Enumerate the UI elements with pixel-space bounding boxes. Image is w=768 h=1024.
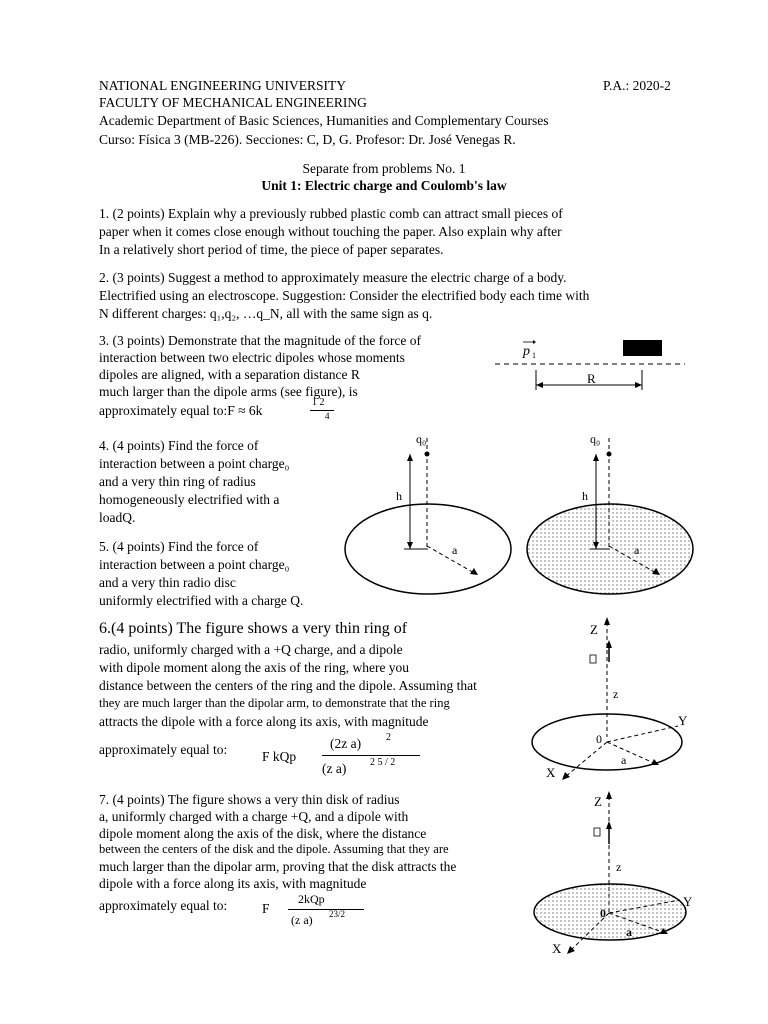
arrowhead-icon (606, 821, 612, 829)
problem-5-line: 5. (4 points) Find the force of (99, 539, 259, 554)
problem-3-formula-numerator: 1 2 (312, 397, 325, 408)
problem-6-line: 6.(4 points) The figure shows a very thin ring of (99, 620, 408, 637)
problem-3-formula-denominator: 4 (325, 411, 330, 421)
point-charge-label: q₀ (416, 432, 427, 446)
problem-6-numerator-exponent: 2 (386, 732, 391, 743)
problem-6-line: they are much larger than the dipolar arm, to demonstrate that the ring (99, 696, 450, 710)
distance-label: R (587, 371, 596, 386)
problem-2-line: Electrified using an electroscope. Suggestion: Consider the electrified body each time with (99, 288, 590, 303)
arrowhead-up-icon (407, 454, 413, 461)
problem-4-line: interaction between a point charge₀ (99, 456, 290, 471)
problem-3-line: 3. (3 points) Demonstrate that the magnitude of the force of (99, 333, 422, 348)
problem-7-denominator-exponent: 23/2 (329, 909, 346, 919)
dipole-2-block (623, 340, 662, 356)
problem-7-line: dipole moment along the axis of the disk, where the distance (99, 826, 427, 841)
problem-6-formula-numerator: (2z a) (330, 736, 362, 751)
ring-dipole-figure (520, 612, 700, 787)
height-label: h (582, 489, 588, 503)
z-axis-label: Z (594, 794, 602, 809)
dipole-1-subscript: 1 (532, 351, 536, 360)
problem-3-line: dipoles are aligned, with a separation distance R (99, 367, 360, 382)
origin-label: 0 (600, 906, 606, 920)
handout-subtitle: Separate from problems No. 1 (302, 161, 466, 176)
department-name: Academic Department of Basic Sciences, Humanities and Complementary Courses (99, 113, 549, 128)
y-axis-label: Y (678, 713, 688, 728)
problem-4-line: 4. (4 points) Find the force of (99, 438, 259, 453)
faculty-name: FACULTY OF MECHANICAL ENGINEERING (99, 95, 367, 110)
radius-label: a (626, 925, 632, 939)
problem-3-formula-text: approximately equal to:F ≈ 6k (99, 403, 263, 418)
point-charge-icon (425, 452, 430, 457)
vector-arrowhead-icon (533, 340, 536, 344)
z-distance-label: z (616, 860, 622, 874)
arrowhead-right-icon (635, 382, 642, 388)
course-info: Curso: Física 3 (MB-226). Secciones: C, D, G. Profesor: Dr. José Venegas R. (99, 132, 516, 147)
x-axis-label: X (552, 941, 562, 956)
problem-7-formula-lhs: F (262, 901, 270, 916)
problem-1-line: 1. (2 points) Explain why a previously rubbed plastic comb can attract small pieces of (99, 206, 563, 221)
y-axis (607, 726, 678, 742)
z-axis-label: Z (590, 622, 598, 637)
problem-6-formula-text: approximately equal to: (99, 742, 228, 757)
x-axis (565, 742, 607, 777)
radius-label: a (634, 543, 640, 557)
arrowhead-down-icon (407, 542, 413, 549)
problem-6-line: attracts the dipole with a force along its axis, with magnitude (99, 714, 429, 729)
problem-4-line: and a very thin ring of radius (99, 474, 256, 489)
problem-4-line: homogeneously electrified with a (99, 492, 280, 507)
problem-7-line: much larger than the dipolar arm, proving that the disk attracts the (99, 859, 457, 874)
problem-6-line: radio, uniformly charged with a +Q charge, and a dipole (99, 642, 403, 657)
y-axis-label: Y (683, 894, 693, 909)
point-charge-icon (607, 452, 612, 457)
problem-4-line: loadQ. (99, 510, 136, 525)
fraction-bar (310, 410, 334, 411)
problem-6-formula-lhs: F kQp (262, 749, 297, 764)
ring-point-charge-figure (338, 428, 518, 608)
arrowhead-up-icon (593, 454, 599, 461)
x-axis-label: X (546, 765, 556, 780)
academic-period: P.A.: 2020-2 (603, 78, 671, 93)
fraction-bar (322, 755, 420, 756)
problem-7-line: between the centers of the disk and the dipole. Assuming that they are (99, 842, 449, 856)
problem-5-line: and a very thin radio disc (99, 575, 236, 590)
radius-label: a (621, 753, 627, 767)
problem-5-line: uniformly electrified with a charge Q. (99, 593, 304, 608)
disc-point-charge-figure (520, 428, 700, 608)
radius-label: a (452, 543, 458, 557)
dipole-symbol-icon (594, 828, 600, 836)
problem-7-formula-numerator: 2kQp (298, 892, 325, 906)
height-label: h (396, 489, 402, 503)
z-distance-label: z (613, 687, 619, 701)
point-charge-label: q₀ (590, 432, 601, 446)
problem-3-line: interaction between two electric dipoles whose moments (99, 350, 405, 365)
fraction-bar (288, 909, 364, 910)
disc-dipole-figure (520, 788, 700, 964)
problem-2-line: 2. (3 points) Suggest a method to approximately measure the electric charge of a body. (99, 270, 567, 285)
radius-line (607, 742, 656, 764)
problem-5-line: interaction between a point charge₀ (99, 557, 290, 572)
problem-7-formula-denominator: (z a) (291, 913, 313, 927)
problem-1-line: In a relatively short period of time, the piece of paper separates. (99, 242, 444, 257)
dipole-1-label: p (523, 344, 530, 359)
problem-7-line: dipole with a force along its axis, with magnitude (99, 876, 367, 891)
unit-title: Unit 1: Electric charge and Coulomb's law (261, 178, 507, 193)
university-name: NATIONAL ENGINEERING UNIVERSITY (99, 78, 346, 93)
problem-1-line: paper when it comes close enough without touching the paper. Also explain why after (99, 224, 562, 239)
arrowhead-left-icon (536, 382, 543, 388)
problem-6-line: distance between the centers of the ring and the dipole. Assuming that (99, 678, 477, 693)
problem-6-denominator-exponent: 2 5 / 2 (370, 757, 396, 768)
arrowhead-up-icon (606, 791, 612, 799)
problem-3-line: much larger than the dipole arms (see figure), is (99, 384, 358, 399)
dipoles-figure (490, 332, 690, 397)
dipole-symbol-icon (590, 655, 596, 663)
problem-6-formula-denominator: (z a) (322, 761, 347, 776)
problem-6-line: with dipole moment along the axis of the ring, where you (99, 660, 410, 675)
problem-7-line: a, uniformly charged with a charge +Q, and a dipole with (99, 809, 409, 824)
problem-7-formula-text: approximately equal to: (99, 898, 228, 913)
arrowhead-up-icon (604, 617, 610, 625)
origin-label: 0 (596, 732, 602, 746)
problem-7-line: 7. (4 points) The figure shows a very thin disk of radius (99, 792, 400, 807)
problem-2-line: N different charges: q₁,q₂, …q_N, all with the same sign as q. (99, 306, 433, 321)
